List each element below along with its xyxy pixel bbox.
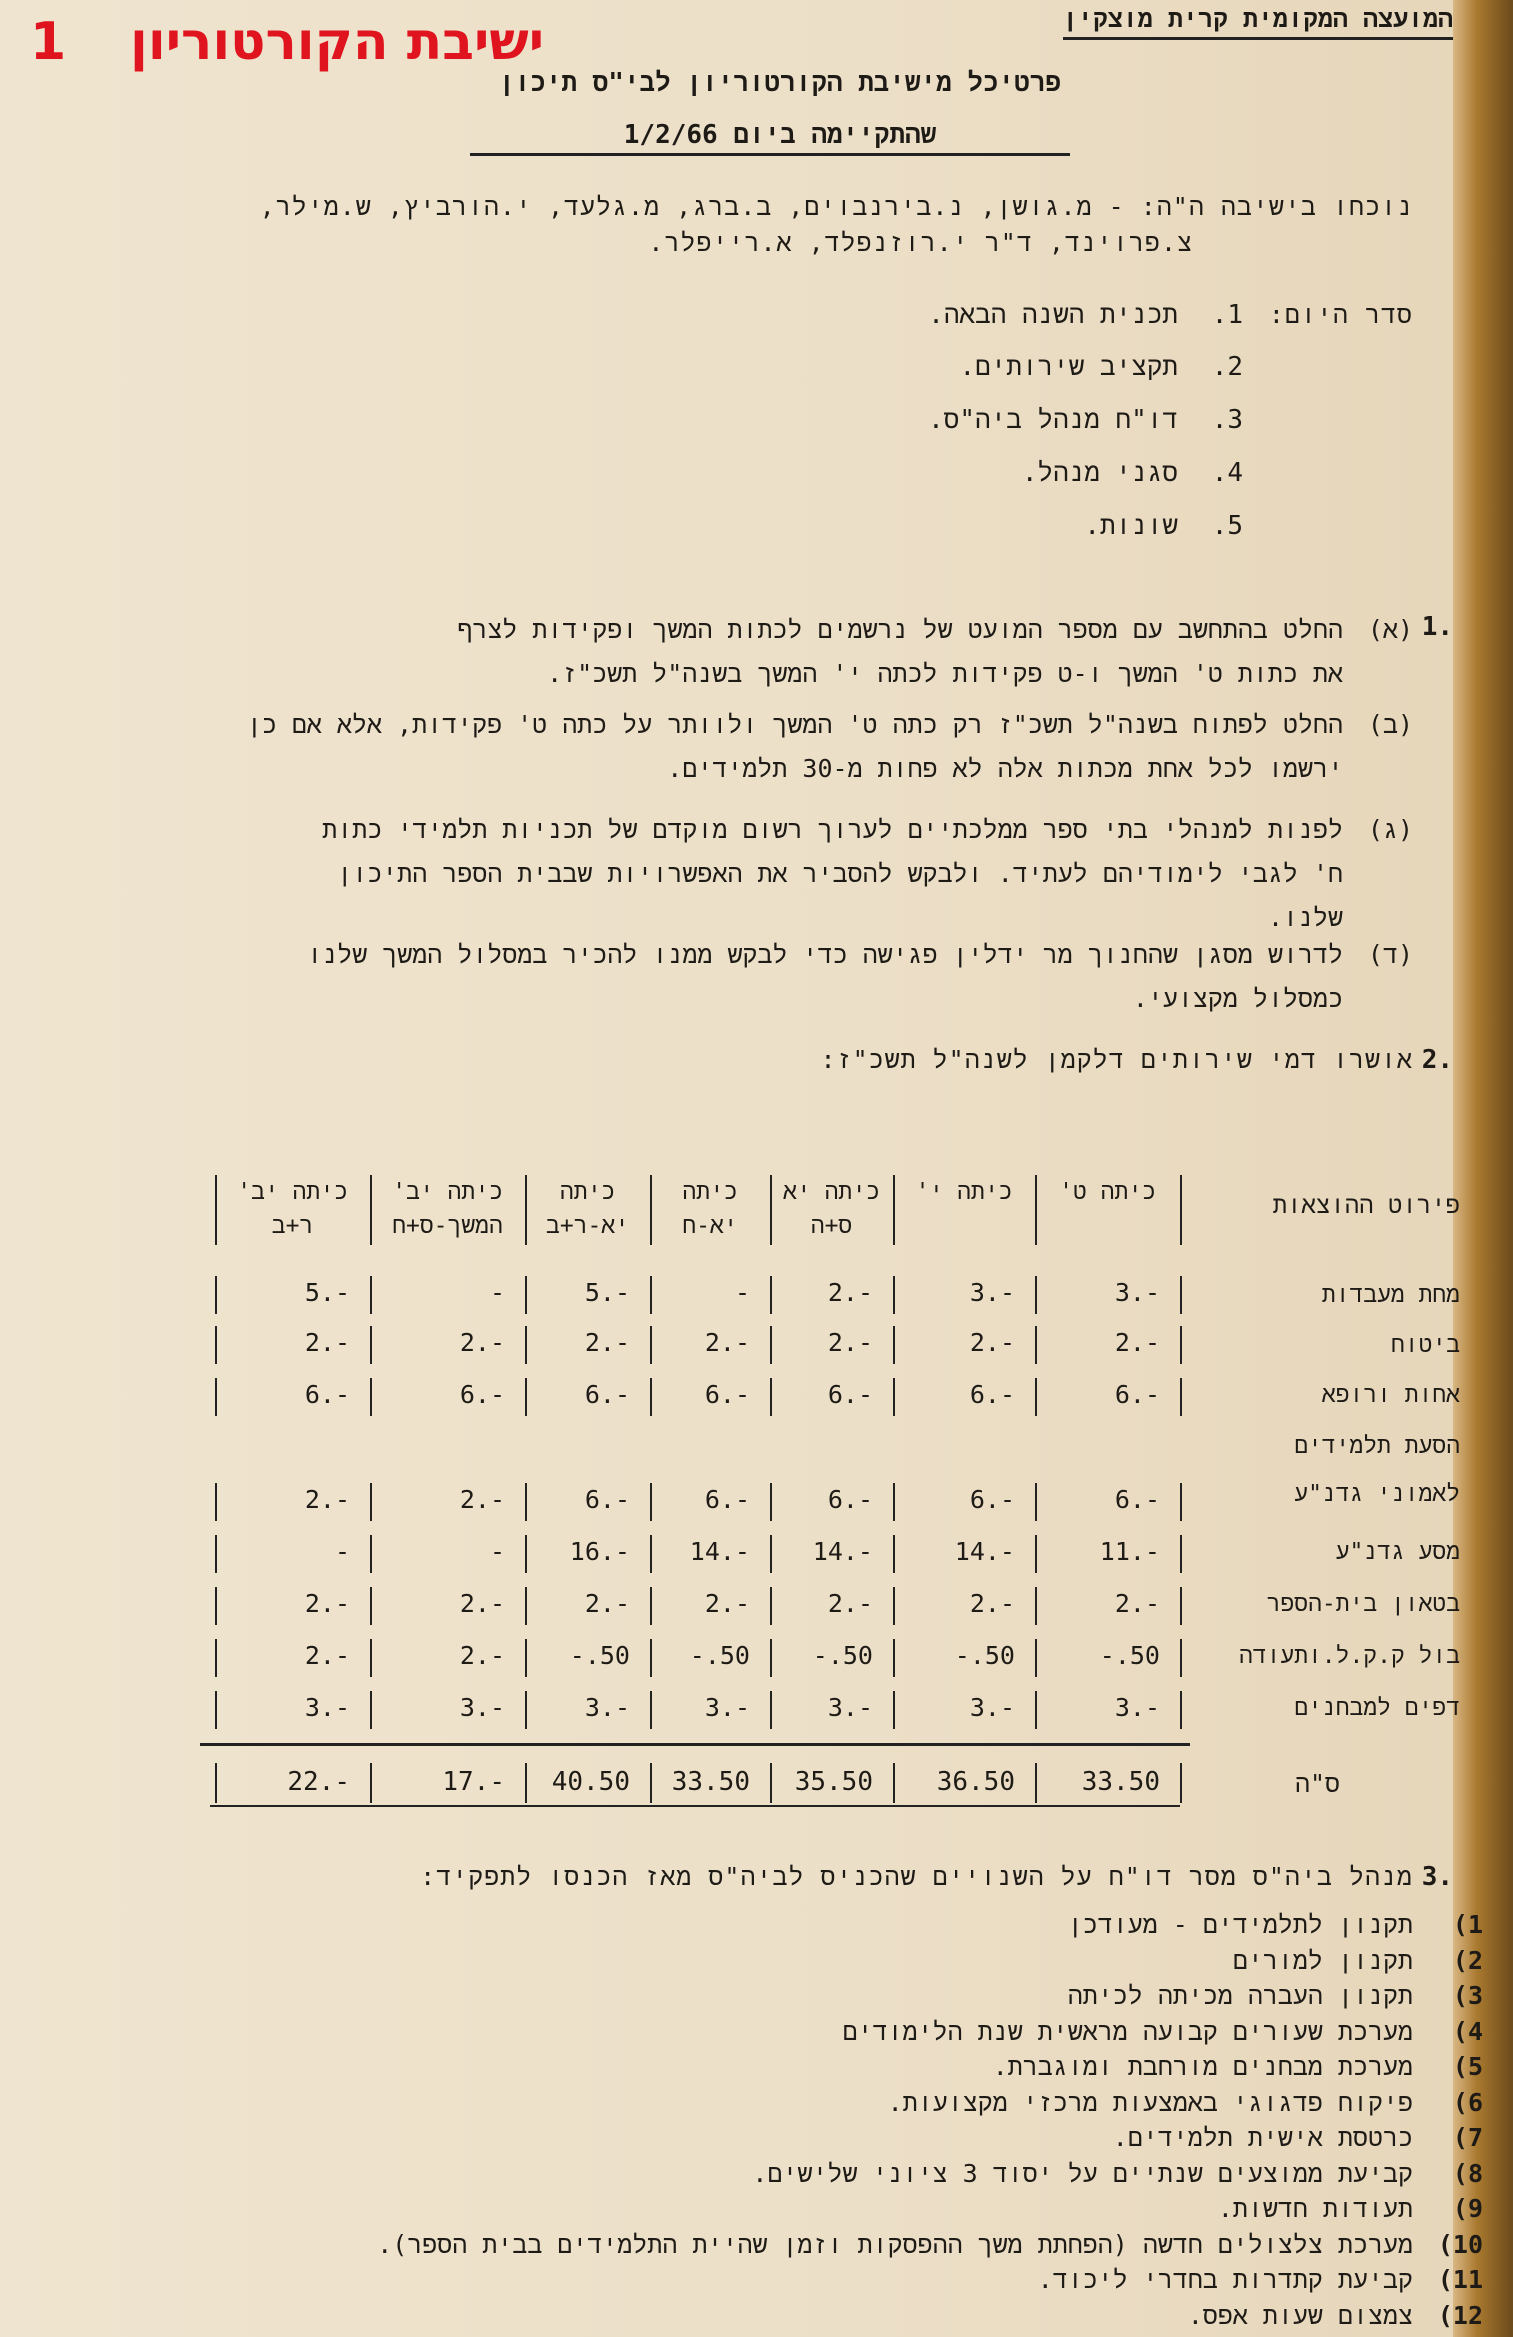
table-cell: 5.- (304, 1278, 350, 1307)
list-item-number: 3) (1452, 1981, 1483, 2010)
clause-b (153, 703, 1413, 791)
list-item-number: 7) (1452, 2123, 1483, 2152)
table-header-cell: כיתה יב' ר+ב (237, 1179, 348, 1239)
table-row-label: מסע גדנ"ע (1335, 1539, 1460, 1565)
table-cell: 2.- (827, 1589, 873, 1618)
table-cell: 3.- (969, 1693, 1015, 1722)
table-total-cell: 22.- (287, 1767, 350, 1797)
table-cell: - (489, 1278, 505, 1307)
list-item (153, 1945, 1483, 1977)
table-total-label: ס"ה (1294, 1769, 1340, 1798)
table-cell: 3.- (704, 1693, 750, 1722)
table-cell: 2.- (304, 1641, 350, 1670)
list-item-number: 6) (1452, 2087, 1483, 2117)
list-item-number: 5) (1452, 2052, 1483, 2081)
list-item-text: מערכת צלצולים חדשה (הפחתת משך ההפסקות וזמן שהיית התלמידים בבית הספר). (377, 2229, 1413, 2259)
table-cell: 6.- (584, 1380, 630, 1409)
agenda-item (763, 458, 1243, 489)
title-underline (470, 153, 1070, 156)
table-cell: -.50 (689, 1641, 750, 1670)
table-cell: 3.- (1114, 1278, 1160, 1307)
agenda-text: תכנית השנה הבאה. (928, 300, 1179, 330)
table-cell: 3.- (584, 1693, 630, 1722)
section-3-number: 3. (1421, 1862, 1453, 1892)
section-3-text: מנהל ביה"ס מסר דו"ח על השנויים שהכניס לביה"ס מאז הכנסו לתפקיד: (420, 1862, 1413, 1891)
table-cell: -.50 (1099, 1641, 1160, 1670)
table-cell: 6.- (304, 1380, 350, 1409)
list-item (153, 2300, 1483, 2332)
list-item-number: 9) (1452, 2194, 1483, 2223)
table-cell: 16.- (569, 1537, 630, 1566)
table-cell: 2.- (459, 1328, 505, 1357)
list-item-number: 4) (1452, 2016, 1483, 2046)
table-cell: 6.- (827, 1485, 873, 1514)
table-cell: 2.- (969, 1589, 1015, 1618)
table-total-cell: 17.- (442, 1767, 505, 1797)
list-item-text: פיקוח פדגוגי באמצעות מרכזי מקצועות. (887, 2087, 1413, 2117)
table-cell: 3.- (459, 1693, 505, 1722)
agenda-number: 2. (1211, 352, 1243, 382)
list-item (153, 2229, 1483, 2261)
clause-c (153, 808, 1413, 940)
table-total-cell: 36.50 (936, 1767, 1015, 1797)
list-item-number: 8) (1452, 2158, 1483, 2188)
list-item-text: צמצום שעות אפס. (1187, 2300, 1413, 2330)
table-total-cell: 33.50 (1081, 1767, 1160, 1797)
clause-letter: (ד) (1367, 940, 1413, 969)
list-item-number: 11) (1437, 2265, 1483, 2294)
list-item-text: תקנון לתלמידים - מעודכן (1067, 1910, 1413, 1939)
clause-line: לפנות למנהלי בתי ספר ממלכתיים לערוך רשום מוקדם של תכניות תלמידי כתות (322, 815, 1343, 844)
agenda-number: 5. (1211, 511, 1243, 541)
clause-letter: (ג) (1367, 815, 1413, 844)
corner-title-number: 1 (30, 12, 67, 72)
table-cell: 14.- (812, 1537, 873, 1566)
clause-line: את כתות ט' המשך ו-ט פקידות לכתה י' המשך בשנה"ל תשכ"ז. (547, 659, 1343, 688)
table-cell: 2.- (304, 1485, 350, 1514)
table-cell: 3.- (827, 1693, 873, 1722)
table-cell: 2.- (459, 1589, 505, 1618)
table-cell: 6.- (1114, 1485, 1160, 1514)
list-item-text: תקנון העברה מכיתה לכיתה (1067, 1981, 1413, 2010)
list-item (153, 2052, 1483, 2083)
section-2-number: 2. (1421, 1045, 1453, 1075)
list-item (153, 1981, 1483, 2012)
table-cell: 6.- (459, 1380, 505, 1409)
table-cell: - (334, 1537, 350, 1566)
clause-line: לדרוש מסגן שהחנוך מר ידלין פגישה כדי לבקש ממנו להכיר במסלול המשך שלנו (307, 940, 1343, 969)
table-cell: 2.- (304, 1589, 350, 1618)
table-row-label: אחות ורופא (1321, 1382, 1460, 1408)
list-item (153, 1910, 1483, 1941)
table-cell: -.50 (812, 1641, 873, 1670)
agenda-text: סגני מנהל. (1021, 458, 1179, 488)
table-cell: 3.- (1114, 1693, 1160, 1722)
table-header-cell: כיתה יא ס+ה (783, 1179, 880, 1239)
table-cell: 2.- (584, 1589, 630, 1618)
table-cell: 2.- (459, 1485, 505, 1514)
table-cell: 6.- (969, 1485, 1015, 1514)
agenda-label: סדר היום: (1268, 300, 1413, 329)
table-cell: 6.- (969, 1380, 1015, 1409)
corner-title-text: ישיבת הקורטוריון (130, 12, 545, 72)
clause-line: ירשמו לכל אחת מכתות אלה לא פחות מ-30 תלמידים. (667, 754, 1343, 783)
list-item (153, 2194, 1483, 2225)
table-cell: 2.- (1114, 1328, 1160, 1357)
agenda-item (763, 300, 1243, 331)
list-item (153, 2265, 1483, 2296)
table-cell: 2.- (704, 1328, 750, 1357)
table-cell: 2.- (827, 1328, 873, 1357)
list-item (153, 2016, 1483, 2048)
agenda-number: 1. (1211, 300, 1243, 330)
table-cell: 6.- (1114, 1380, 1160, 1409)
table-cell: 2.- (459, 1641, 505, 1670)
meeting-date: שהתקיימה ביום 1/2/66 (623, 120, 937, 150)
list-item-text: מערכת שעורים קבועה מראשית שנת הלימודים (842, 2016, 1413, 2046)
section-2-text: אושרו דמי שירותים דלקמן לשנה"ל תשכ"ז: (820, 1045, 1413, 1074)
table-cell: 14.- (689, 1537, 750, 1566)
table-header-cell: כיתה יא-ר+ב (546, 1179, 629, 1239)
list-item-text: קביעת ממוצעים שנתיים על יסוד 3 ציוני שלישים. (752, 2158, 1413, 2188)
table-cell: 2.- (1114, 1589, 1160, 1618)
table-header-cell: כיתה יב' המשך-ס+ח (392, 1179, 503, 1239)
list-item-text: כרטסת אישית תלמידים. (1112, 2123, 1413, 2152)
list-item (153, 2158, 1483, 2190)
clause-line: החלט לפתוח בשנה"ל תשכ"ז רק כתה ט' המשך ולוותר על כתה ט' פקידות, אלא אם כן (246, 710, 1343, 739)
agenda-text: תקציב שירותים. (959, 352, 1179, 382)
table-cell: 3.- (304, 1693, 350, 1722)
table-row-label: הסעת תלמידים לאמוני גדנ"ע (1294, 1433, 1460, 1507)
list-item (153, 2087, 1483, 2119)
agenda-item (763, 405, 1243, 436)
agenda-number: 3. (1211, 405, 1243, 435)
list-item-text: מערכת מבחנים מורחבת ומוגברת. (992, 2052, 1413, 2081)
table-cell: 2.- (704, 1589, 750, 1618)
list-item-text: קביעת קתדרות בחדרי ליכוד. (1037, 2265, 1413, 2294)
section-1-number: 1. (1421, 612, 1453, 642)
list-item-number: 1) (1452, 1910, 1483, 1939)
table-cell: 6.- (704, 1380, 750, 1409)
table-total-cell: 33.50 (671, 1767, 750, 1797)
clause-line: כמסלול מקצועי. (1132, 984, 1343, 1013)
table-cell: 6.- (584, 1485, 630, 1514)
table-cell: 6.- (704, 1485, 750, 1514)
table-cell: 14.- (954, 1537, 1015, 1566)
table-total-cell: 40.50 (551, 1767, 630, 1797)
table-header-cell: כיתה י' (915, 1179, 1013, 1205)
table-cell: - (734, 1278, 750, 1307)
stamp-header: המועצה המקומית קרית מוצקין (1063, 4, 1453, 40)
list-item-number: 10) (1437, 2229, 1483, 2259)
list-item-number: 12) (1437, 2300, 1483, 2330)
clause-line: ח' לגבי לימודיהם לעתיד. ולבקש להסביר את האפשרויות שבבית הספר התיכון (337, 859, 1343, 888)
clause-line: החלט בהתחשב עם מספר המועט של נרשמים לכתות המשך ופקידות לצרף (457, 615, 1343, 644)
agenda-text: דו"ח מנהל ביה"ס. (928, 405, 1179, 435)
list-item-number: 2) (1452, 1945, 1483, 1975)
table-cell: 5.- (584, 1278, 630, 1307)
table-header-cell: כיתה ט' (1059, 1179, 1156, 1205)
list-item (153, 2123, 1483, 2154)
table-row-label: מחת מעבדות (1321, 1282, 1460, 1308)
clause-letter: (ב) (1367, 710, 1413, 739)
table-cell: 11.- (1099, 1537, 1160, 1566)
table-total-cell: 35.50 (794, 1767, 873, 1797)
table-row-label: דפים למבחנים (1294, 1695, 1460, 1721)
table-cell: 2.- (969, 1328, 1015, 1357)
table-cell: 2.- (304, 1328, 350, 1357)
table-header-label: פירוט ההוצאות (1272, 1191, 1460, 1219)
table-cell: -.50 (954, 1641, 1015, 1670)
document-title: פרטיכל מישיבת הקורטוריון לבי"ס תיכון (499, 68, 1061, 98)
clause-letter: (א) (1367, 615, 1413, 644)
present-line-1: נוכחו בישיבה ה"ה: - מ.גושן, נ.בירנבוים, ב.ברג, מ.גלעד, י.הורביץ, ש.מילר, (259, 192, 1413, 221)
agenda-item (763, 352, 1243, 383)
table-row-label: בול ק.ק.ל.ותעודה (1238, 1643, 1460, 1669)
table-header-cell: כיתה יא-ח (682, 1179, 738, 1239)
table-cell: 2.- (584, 1328, 630, 1357)
agenda-item (763, 511, 1243, 542)
agenda-text: שונות. (1084, 511, 1179, 541)
list-item-text: תעודות חדשות. (1217, 2194, 1413, 2223)
table-cell: 2.- (827, 1278, 873, 1307)
table-cell: 3.- (969, 1278, 1015, 1307)
present-line-2: צ.פרוינד, ד"ר י.רוזנפלד, א.רייפלר. (648, 228, 1193, 257)
table-row-label: ביטוח (1390, 1332, 1460, 1358)
agenda-number: 4. (1211, 458, 1243, 488)
table-cell: -.50 (569, 1641, 630, 1670)
clause-line: שלנו. (1267, 903, 1343, 932)
clause-d (153, 933, 1413, 1021)
table-cell: 6.- (827, 1380, 873, 1409)
table-cell: - (489, 1537, 505, 1566)
list-item-text: תקנון למורים (1232, 1945, 1413, 1975)
table-row-label: בטאון בית-הספר (1266, 1591, 1460, 1617)
clause-a (153, 608, 1413, 696)
